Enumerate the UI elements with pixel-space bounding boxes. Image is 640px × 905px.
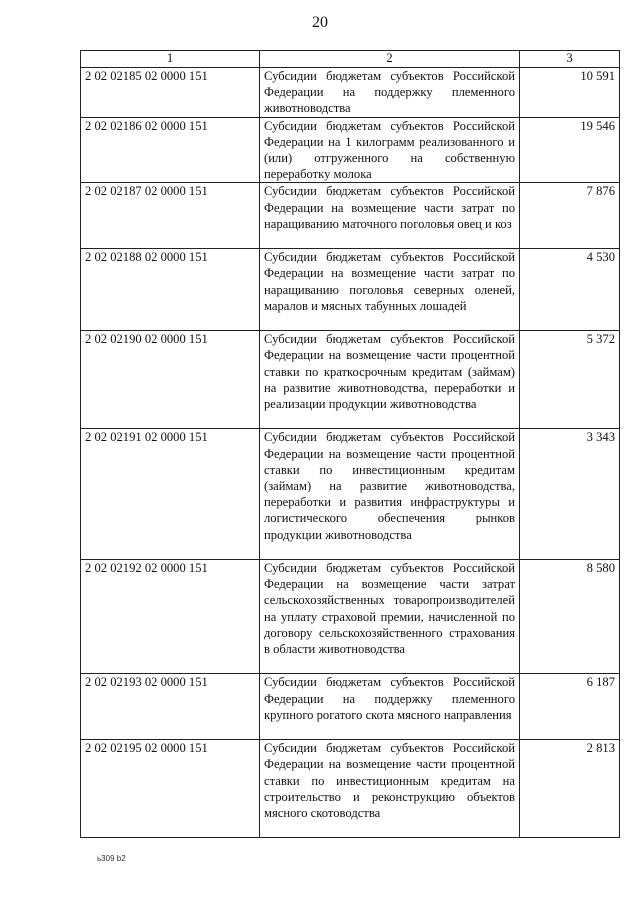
page-number: 20 [312, 14, 328, 31]
description-cell: Субсидии бюджетам субъектов Российской Федерации на возмещение части процентной ставки по инвестиционным кредитам (займам) на развитие животноводства, переработки и развития инфраструктуры и логистического обеспечения рынков продукции животноводства [260, 429, 520, 560]
table-row [81, 740, 620, 838]
budget-code-cell: 2 02 02193 02 0000 151 [81, 674, 260, 740]
table-header-row [81, 51, 620, 68]
budget-table [80, 50, 620, 838]
table-row [81, 429, 620, 560]
amount-cell: 4 530 [520, 249, 620, 331]
budget-code-cell: 2 02 02186 02 0000 151 [81, 117, 260, 183]
table-row [81, 183, 620, 249]
description-cell: Субсидии бюджетам субъектов Российской Федерации на поддержку племенного крупного рогатого скота мясного направления [260, 674, 520, 740]
amount-cell: 10 591 [520, 68, 620, 118]
description-cell: Субсидии бюджетам субъектов Российской Федерации на поддержку племенного животноводства [260, 68, 520, 118]
amount-cell: 6 187 [520, 674, 620, 740]
amount-cell: 2 813 [520, 740, 620, 838]
description-cell: Субсидии бюджетам субъектов Российской Федерации на возмещение части затрат сельскохозяйственных товаропроизводителей на уплату страховой премии, начисленной по договору сельскохозяйственного страхования в области животноводства [260, 560, 520, 674]
description-cell: Субсидии бюджетам субъектов Российской Федерации на возмещение части процентной ставки по краткосрочным кредитам (займам) на развитие животноводства, переработки и реализации продукции животноводства [260, 331, 520, 429]
column-header-3: 3 [520, 51, 620, 68]
budget-code-cell: 2 02 02187 02 0000 151 [81, 183, 260, 249]
table-row [81, 68, 620, 118]
amount-cell: 7 876 [520, 183, 620, 249]
column-header-1: 1 [81, 51, 260, 68]
amount-cell: 5 372 [520, 331, 620, 429]
table-row [81, 560, 620, 674]
table-row [81, 117, 620, 183]
table-row [81, 331, 620, 429]
column-header-2: 2 [260, 51, 520, 68]
description-cell: Субсидии бюджетам субъектов Российской Федерации на 1 килограмм реализованного и (или) отгруженного на собственную переработку молока [260, 117, 520, 183]
budget-code-cell: 2 02 02191 02 0000 151 [81, 429, 260, 560]
amount-cell: 3 343 [520, 429, 620, 560]
table-row [81, 674, 620, 740]
description-cell: Субсидии бюджетам субъектов Российской Федерации на возмещение части затрат по наращиванию маточного поголовья овец и коз [260, 183, 520, 249]
budget-code-cell: 2 02 02188 02 0000 151 [81, 249, 260, 331]
amount-cell: 8 580 [520, 560, 620, 674]
description-cell: Субсидии бюджетам субъектов Российской Федерации на возмещение части процентной ставки по инвестиционным кредитам на строительство и реконструкцию объектов мясного скотоводства [260, 740, 520, 838]
budget-code-cell: 2 02 02192 02 0000 151 [81, 560, 260, 674]
table-row [81, 249, 620, 331]
budget-code-cell: 2 02 02185 02 0000 151 [81, 68, 260, 118]
amount-cell: 19 546 [520, 117, 620, 183]
budget-code-cell: 2 02 02195 02 0000 151 [81, 740, 260, 838]
description-cell: Субсидии бюджетам субъектов Российской Федерации на возмещение части затрат по наращиванию поголовья северных оленей, маралов и мясных табунных лошадей [260, 249, 520, 331]
footer-print-mark: ь309 b2 [97, 854, 126, 863]
budget-code-cell: 2 02 02190 02 0000 151 [81, 331, 260, 429]
